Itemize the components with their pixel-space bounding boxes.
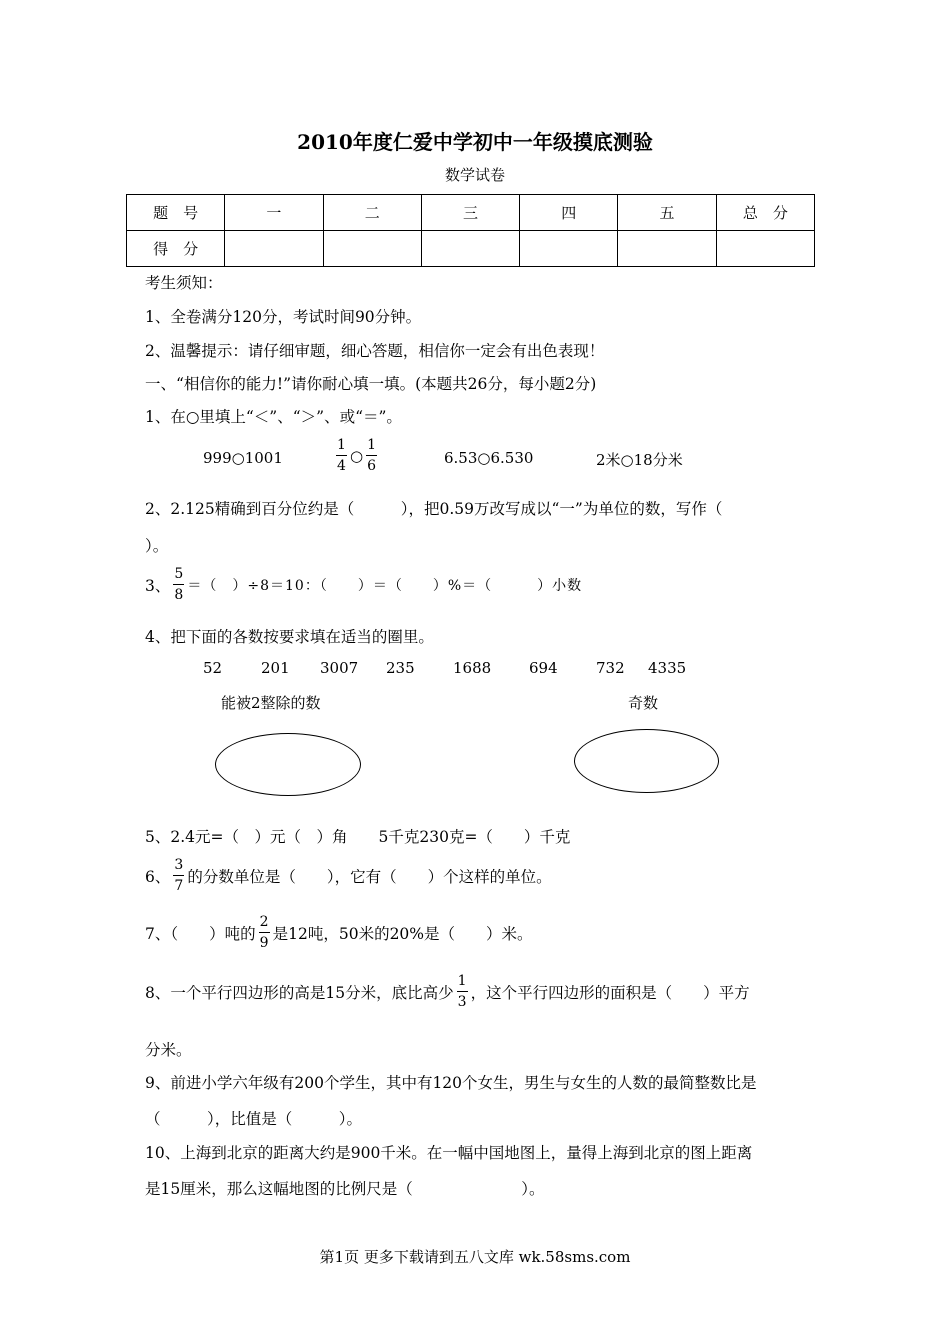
q9-line-1: 9、前进小学六年级有200个学生，其中有120个女生，男生与女生的人数的最简整数比是 (145, 1074, 757, 1092)
fraction (173, 857, 184, 894)
fraction (366, 437, 377, 474)
q4-number: 1688 (453, 659, 492, 677)
score-row-label: 得 分 (127, 231, 225, 267)
q4-label-even: 能被2整除的数 (221, 694, 321, 712)
q10-line-1: 10、上海到北京的距离大约是900千米。在一幅中国地图上，量得上海到北京的图上距离 (145, 1144, 753, 1162)
q4-text: 4、把下面的各数按要求填在适当的圈里。 (145, 628, 434, 646)
q4-number: 52 (203, 659, 223, 677)
q1-item-d: 2米○18分米 (596, 451, 683, 469)
fraction (173, 566, 184, 603)
fraction (259, 914, 270, 951)
fraction-denominator: 6 (367, 458, 377, 474)
score-table-score-row (127, 231, 815, 267)
score-blank-cell (618, 231, 716, 267)
q7-rest: 是12吨，50米的20%是（ ）米。 (272, 924, 533, 943)
q10-line-2: 是15厘米，那么这幅地图的比例尺是（ ）。 (145, 1180, 545, 1198)
q4-number: 732 (596, 659, 625, 677)
q1-item-b (333, 437, 380, 474)
score-blank-cell (225, 231, 323, 267)
q3-rest: ＝（ ）÷8＝10：（ ）＝（ ）%＝（ ）小数 (187, 577, 583, 594)
q4-number: 694 (529, 659, 558, 677)
q4-number: 235 (386, 659, 415, 677)
fraction-bar (173, 584, 184, 585)
score-cell: 四 (520, 195, 618, 231)
section-1-heading: 一、“相信你的能力!”请你耐心填一填。(本题共26分，每小题2分) (145, 375, 597, 393)
q6-rest: 的分数单位是（ ），它有（ ）个这样的单位。 (187, 867, 552, 886)
score-table (126, 194, 815, 267)
q4-number: 201 (261, 659, 290, 677)
fraction-numerator: 5 (174, 566, 184, 582)
notice-heading: 考生须知： (145, 274, 223, 292)
q8-rest: ，这个平行四边形的面积是（ ）平方 (470, 983, 750, 1002)
fraction-denominator: 4 (337, 458, 346, 474)
even-number-circle (215, 733, 361, 796)
notice-item-2: 2、温馨提示：请仔细审题，细心答题，相信你一定会有出色表现！ (145, 342, 605, 360)
q1-item-c: 6.53○6.530 (444, 449, 534, 467)
score-blank-cell (421, 231, 519, 267)
fraction-bar (366, 455, 377, 456)
fraction-denominator: 9 (259, 935, 269, 951)
fraction-bar (259, 932, 270, 933)
q1-text: 1、在○里填上“＜”、“＞”、或“＝”。 (145, 408, 402, 426)
score-cell: 题 号 (127, 195, 225, 231)
fraction-denominator: 7 (174, 878, 184, 894)
q8-prefix: 8、一个平行四边形的高是15分米，底比高少 (145, 983, 454, 1002)
fraction-numerator: 1 (457, 973, 467, 989)
q8 (145, 973, 750, 1010)
q9-line-2: （ ），比值是（ ）。 (145, 1110, 363, 1128)
fraction-bar (457, 991, 468, 992)
q2-line-2: ）。 (145, 537, 169, 555)
fraction-numerator: 1 (367, 437, 377, 453)
score-cell: 总 分 (716, 195, 814, 231)
score-blank-cell (716, 231, 814, 267)
q8-line-2: 分米。 (145, 1041, 192, 1059)
score-blank-cell (520, 231, 618, 267)
q1-item-a: 999○1001 (203, 449, 283, 467)
fraction-denominator: 8 (174, 587, 184, 603)
fraction (336, 437, 347, 474)
fraction-numerator: 3 (174, 857, 184, 873)
score-cell: 五 (618, 195, 716, 231)
fraction-denominator: 3 (457, 994, 467, 1010)
score-cell: 三 (421, 195, 519, 231)
q4-label-odd: 奇数 (628, 694, 659, 712)
q2-line-1: 2、2.125精确到百分位约是（ ），把0.59万改写成以“一”为单位的数，写作（ (145, 500, 723, 518)
q5-text: 5、2.4元=（ ）元（ ）角 5千克230克=（ ）千克 (145, 828, 571, 846)
score-cell: 二 (323, 195, 421, 231)
score-cell: 一 (225, 195, 323, 231)
odd-number-circle (574, 729, 719, 793)
q6-prefix: 6、 (145, 867, 171, 886)
fraction-bar (336, 455, 347, 456)
fraction-bar (173, 875, 184, 876)
q3 (145, 566, 582, 603)
fraction (457, 973, 468, 1010)
page-footer: 第1页 更多下载请到五八文库 wk.58sms.com (319, 1248, 631, 1266)
q6 (145, 857, 552, 894)
score-blank-cell (323, 231, 421, 267)
q4-number: 4335 (648, 659, 687, 677)
q4-number: 3007 (320, 659, 359, 677)
compare-circle: ○ (350, 446, 364, 465)
q7 (145, 914, 533, 951)
q3-prefix: 3、 (145, 576, 171, 595)
fraction-numerator: 1 (337, 437, 346, 453)
score-table-header-row (127, 195, 815, 231)
q7-prefix: 7、（ ）吨的 (145, 924, 256, 943)
notice-item-1: 1、全卷满分120分，考试时间90分钟。 (145, 308, 422, 326)
page-subtitle: 数学试卷 (444, 166, 505, 184)
page-title: 2010年度仁爱中学初中一年级摸底测验 (297, 130, 653, 154)
fraction-numerator: 2 (259, 914, 269, 930)
